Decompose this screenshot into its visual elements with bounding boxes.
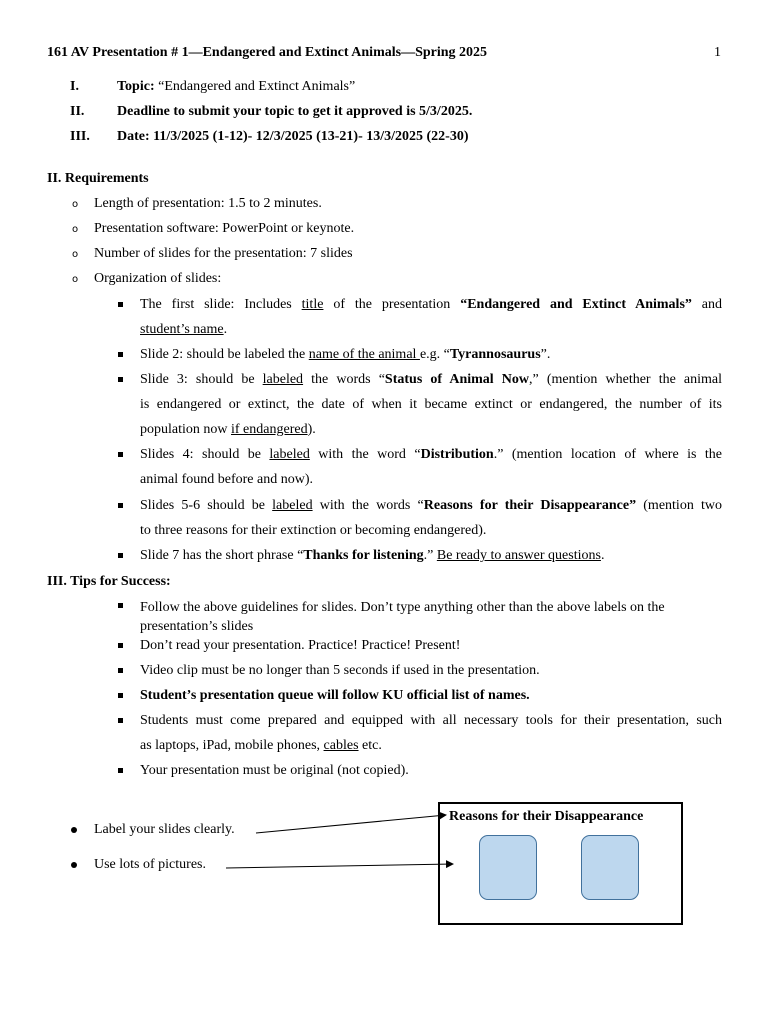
dot-bullet-icon [71,827,77,833]
arrow-to-title [256,815,446,833]
slide-4-description: Slides 4: should be labeled with the word “Distribution.” (mention location of where is the animal found before and now). [140,447,722,487]
circle-bullet-icon: o [72,274,79,285]
page-number: 1 [714,45,721,60]
square-bullet-icon [118,377,123,382]
intro-topic [117,79,355,95]
square-bullet-icon [118,603,123,608]
document-title: 161 AV Presentation # 1—Endangered and Extinct Animals—Spring 2025 [47,45,488,60]
intro-topic-label: Topic: [117,79,155,94]
tip-prepared: Students must come prepared and equipped with all necessary tools for their presentation, such as laptops, iPad, mobile phones, cables etc. [140,713,722,753]
req-slide-count: Number of slides for the presentation: 7 slides [94,246,353,261]
intro-deadline: Deadline to submit your topic to get it approved is 5/3/2025. [117,104,473,119]
label-slides-clearly: Label your slides clearly. [94,822,235,837]
req-software: Presentation software: PowerPoint or keynote. [94,221,355,236]
tip-dont-read: Don’t read your presentation. Practice! Practice! Present! [140,638,461,653]
tip-follow-guidelines: Follow the above guidelines for slides. Don’t type anything other than the above labels on the presentation’s slides [140,600,665,634]
req-organization: Organization of slides: [94,271,222,286]
intro-numeral-2: II. [70,104,85,119]
square-bullet-icon [118,693,123,698]
square-bullet-icon [118,452,123,457]
square-bullet-icon [118,302,123,307]
arrow-to-pictures [226,864,453,868]
square-bullet-icon [118,768,123,773]
square-bullet-icon [118,553,123,558]
tip-video-clip: Video clip must be no longer than 5 seconds if used in the presentation. [140,663,540,678]
example-slide-frame [438,802,683,925]
dot-bullet-icon [71,862,77,868]
circle-bullet-icon: o [72,224,79,235]
square-bullet-icon [118,352,123,357]
circle-bullet-icon: o [72,249,79,260]
picture-placeholder-right [581,835,639,900]
slide-5-6-description: Slides 5-6 should be labeled with the words “Reasons for their Disappearance” (mention two to three reasons for their extinction or becoming endangered). [140,498,722,538]
square-bullet-icon [118,503,123,508]
example-slide-title: Reasons for their Disappearance [449,809,644,824]
slide-2-description: Slide 2: should be labeled the name of the animal e.g. “Tyrannosaurus”. [140,347,551,362]
circle-bullet-icon: o [72,199,79,210]
intro-numeral-3: III. [70,129,90,144]
square-bullet-icon [118,668,123,673]
slide-1-description: The first slide: Includes title of the presentation “Endangered and Extinct Animals” and student’s name. [140,297,723,337]
use-lots-of-pictures: Use lots of pictures. [94,857,206,872]
intro-date: Date: 11/3/2025 (1-12)- 12/3/2025 (13-21)- 13/3/2025 (22-30) [117,129,469,144]
tip-original: Your presentation must be original (not copied). [140,763,409,778]
intro-topic-text: “Endangered and Extinct Animals” [154,79,356,94]
slide-7-description: Slide 7 has the short phrase “Thanks for listening.” Be ready to answer questions. [140,548,605,563]
picture-placeholder-left [479,835,537,900]
req-length: Length of presentation: 1.5 to 2 minutes. [94,196,322,211]
intro-numeral-1: I. [70,79,79,94]
requirements-heading: II. Requirements [47,171,149,186]
tips-heading: III. Tips for Success: [47,574,171,589]
slide-3-description: Slide 3: should be labeled the words “Status of Animal Now,” (mention whether the animal is endangered or extinct, the date of when it became extinct or endangered, the number of its population now if endangered). [140,372,722,437]
square-bullet-icon [118,718,123,723]
square-bullet-icon [118,643,123,648]
tip-queue: Student’s presentation queue will follow KU official list of names. [140,688,530,703]
